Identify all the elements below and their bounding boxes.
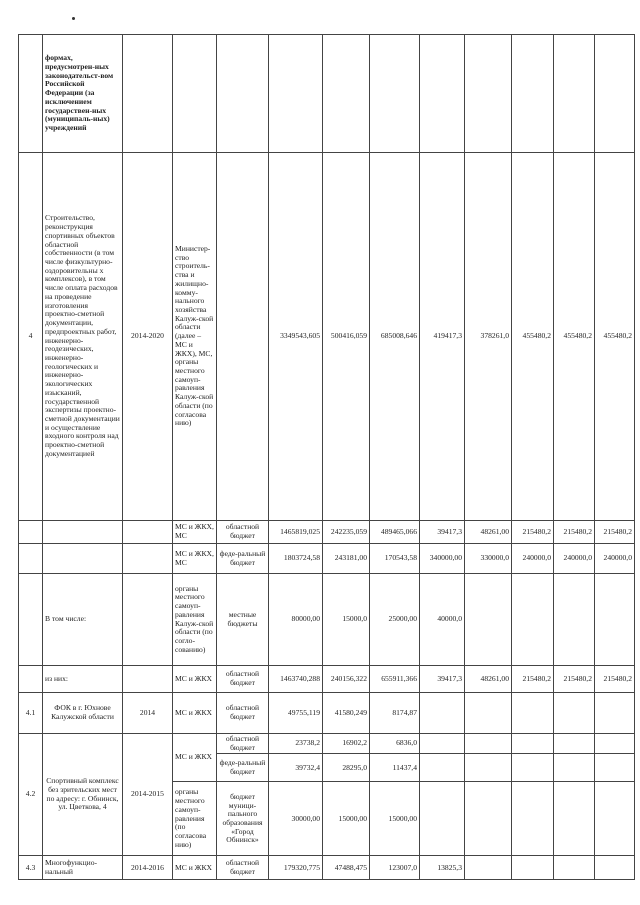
value-cell: 215480,2 xyxy=(512,521,554,544)
value-cell: 419417,3 xyxy=(420,153,465,521)
source-cell: феде-ральный бюджет xyxy=(217,754,269,782)
value-cell: 243181,00 xyxy=(323,544,370,574)
value-cell: 39732,4 xyxy=(269,754,323,782)
value-cell xyxy=(269,35,323,153)
value-cell xyxy=(465,754,512,782)
executor-cell: МС и ЖКХ, МС xyxy=(173,521,217,544)
value-cell xyxy=(465,856,512,880)
value-cell: 15000,00 xyxy=(323,782,370,856)
value-cell xyxy=(420,734,465,754)
value-cell: 8174,87 xyxy=(370,693,420,734)
executor-cell: МС и ЖКХ, МС xyxy=(173,544,217,574)
table-row xyxy=(19,35,635,153)
value-cell: 240000,0 xyxy=(512,544,554,574)
value-cell: 28295,0 xyxy=(323,754,370,782)
value-cell: 15000,0 xyxy=(323,574,370,666)
value-cell: 11437,4 xyxy=(370,754,420,782)
row-number-cell: 4.3 xyxy=(19,856,43,880)
row-number-cell xyxy=(19,574,43,666)
value-cell xyxy=(512,782,554,856)
value-cell: 655911,366 xyxy=(370,666,420,693)
value-cell xyxy=(420,35,465,153)
period-cell: 2014-2015 xyxy=(123,734,173,856)
value-cell: 330000,0 xyxy=(465,544,512,574)
activity-name-cell: из них: xyxy=(43,666,123,693)
activity-name-cell xyxy=(43,544,123,574)
value-cell xyxy=(595,35,635,153)
value-cell: 49755,119 xyxy=(269,693,323,734)
value-cell: 455480,2 xyxy=(554,153,595,521)
value-cell: 215480,2 xyxy=(595,666,635,693)
value-cell xyxy=(595,782,635,856)
value-cell xyxy=(323,35,370,153)
row-number-cell xyxy=(19,544,43,574)
value-cell xyxy=(420,754,465,782)
value-cell xyxy=(554,35,595,153)
value-cell: 340000,00 xyxy=(420,544,465,574)
value-cell xyxy=(554,574,595,666)
value-cell: 6836,0 xyxy=(370,734,420,754)
activity-name-cell: Многофункцио-нальный xyxy=(43,856,123,880)
value-cell xyxy=(554,754,595,782)
activity-name-cell: Спортивный комплекс без зрительских мест по адресу: г. Обнинск, ул. Цветкова, 4 xyxy=(43,734,123,856)
value-cell xyxy=(554,693,595,734)
value-cell: 123007,0 xyxy=(370,856,420,880)
executor-cell: МС и ЖКХ xyxy=(173,666,217,693)
value-cell xyxy=(465,782,512,856)
value-cell: 39417,3 xyxy=(420,521,465,544)
activity-name-cell: В том числе: xyxy=(43,574,123,666)
table-row xyxy=(19,734,635,754)
value-cell xyxy=(595,693,635,734)
source-cell xyxy=(217,35,269,153)
scan-speck xyxy=(72,17,75,20)
table-row xyxy=(19,693,635,734)
executor-cell: органы местного самоуп-равления Калуж-ской области (по согло-сованию) xyxy=(173,574,217,666)
value-cell: 40000,0 xyxy=(420,574,465,666)
executor-cell: МС и ЖКХ xyxy=(173,693,217,734)
activity-name-cell: формах, предусмотрен-ных законодательст-вом Российской Федерации (за исключением государствен-ных (муниципаль-ных) учреждений xyxy=(43,35,123,153)
source-cell: областной бюджет xyxy=(217,856,269,880)
value-cell: 170543,58 xyxy=(370,544,420,574)
table-row xyxy=(19,544,635,574)
period-cell xyxy=(123,35,173,153)
value-cell: 455480,2 xyxy=(595,153,635,521)
value-cell xyxy=(595,856,635,880)
row-number-cell xyxy=(19,666,43,693)
row-number-cell: 4.2 xyxy=(19,734,43,856)
value-cell xyxy=(465,734,512,754)
value-cell xyxy=(420,693,465,734)
period-cell xyxy=(123,544,173,574)
value-cell: 48261,00 xyxy=(465,521,512,544)
value-cell: 1803724,58 xyxy=(269,544,323,574)
table-row xyxy=(19,153,635,521)
value-cell xyxy=(595,734,635,754)
row-number-cell: 4.1 xyxy=(19,693,43,734)
value-cell: 47488,475 xyxy=(323,856,370,880)
value-cell: 489465,066 xyxy=(370,521,420,544)
period-cell xyxy=(123,574,173,666)
activity-name-cell xyxy=(43,521,123,544)
value-cell: 13825,3 xyxy=(420,856,465,880)
source-cell: областной бюджет xyxy=(217,521,269,544)
value-cell: 685008,646 xyxy=(370,153,420,521)
table-row xyxy=(19,666,635,693)
value-cell xyxy=(465,693,512,734)
executor-cell: Министер-ство строитель-ства и жилищно-комму-нального хозяйства Калуж-ской области (далее – МС и ЖКХ), МС, органы местного самоуп-равления Калуж-ской области (по согласова нию) xyxy=(173,153,217,521)
value-cell xyxy=(554,782,595,856)
value-cell xyxy=(554,734,595,754)
value-cell xyxy=(512,574,554,666)
source-cell: феде-ральный бюджет xyxy=(217,544,269,574)
value-cell xyxy=(370,35,420,153)
value-cell xyxy=(465,574,512,666)
value-cell xyxy=(554,856,595,880)
value-cell: 455480,2 xyxy=(512,153,554,521)
value-cell: 39417,3 xyxy=(420,666,465,693)
period-cell: 2014-2016 xyxy=(123,856,173,880)
value-cell xyxy=(465,35,512,153)
executor-cell xyxy=(173,35,217,153)
table-row xyxy=(19,574,635,666)
value-cell: 3349543,605 xyxy=(269,153,323,521)
table-row xyxy=(19,521,635,544)
source-cell: областной бюджет xyxy=(217,734,269,754)
value-cell: 48261,00 xyxy=(465,666,512,693)
period-cell xyxy=(123,521,173,544)
source-cell: бюджет муници-пального образования «Город Обнинск» xyxy=(217,782,269,856)
value-cell xyxy=(595,754,635,782)
value-cell: 378261,0 xyxy=(465,153,512,521)
value-cell: 179320,775 xyxy=(269,856,323,880)
value-cell: 215480,2 xyxy=(554,521,595,544)
executor-cell: МС и ЖКХ xyxy=(173,734,217,782)
budget-program-table xyxy=(18,34,635,880)
source-cell: областной бюджет xyxy=(217,693,269,734)
period-cell xyxy=(123,666,173,693)
value-cell xyxy=(512,693,554,734)
value-cell: 215480,2 xyxy=(595,521,635,544)
value-cell: 16902,2 xyxy=(323,734,370,754)
executor-cell: органы местного самоуп-равления (по согласова нию) xyxy=(173,782,217,856)
period-cell: 2014 xyxy=(123,693,173,734)
value-cell xyxy=(512,856,554,880)
value-cell: 500416,059 xyxy=(323,153,370,521)
source-cell: местные бюджеты xyxy=(217,574,269,666)
activity-name-cell: ФОК в г. Юхнове Калужской области xyxy=(43,693,123,734)
value-cell xyxy=(420,782,465,856)
value-cell: 240000,0 xyxy=(595,544,635,574)
value-cell: 240156,322 xyxy=(323,666,370,693)
source-cell xyxy=(217,153,269,521)
value-cell: 215480,2 xyxy=(554,666,595,693)
row-number-cell xyxy=(19,35,43,153)
source-cell: областной бюджет xyxy=(217,666,269,693)
value-cell: 1463740,288 xyxy=(269,666,323,693)
value-cell xyxy=(512,734,554,754)
value-cell: 30000,00 xyxy=(269,782,323,856)
value-cell: 80000,00 xyxy=(269,574,323,666)
period-cell: 2014-2020 xyxy=(123,153,173,521)
value-cell: 240000,0 xyxy=(554,544,595,574)
value-cell: 15000,00 xyxy=(370,782,420,856)
value-cell xyxy=(512,35,554,153)
value-cell: 41580,249 xyxy=(323,693,370,734)
value-cell xyxy=(512,754,554,782)
value-cell: 1465819,025 xyxy=(269,521,323,544)
value-cell: 215480,2 xyxy=(512,666,554,693)
row-number-cell: 4 xyxy=(19,153,43,521)
value-cell: 25000,00 xyxy=(370,574,420,666)
row-number-cell xyxy=(19,521,43,544)
value-cell xyxy=(595,574,635,666)
activity-name-cell: Строительство, реконструкция спортивных объектов областной собственности (в том числе физкультурно-оздоровительны х комплексов), в том числе оплата расходов на проведение изготовления проектно-сметной документации, предпроектных работ, инженерно-геодезических, инженерно-геологических и инженерно-экологических изысканий, государственной экспертизы проектно-сметной документации и осуществление входного контроля над проектно-сметной документацией xyxy=(43,153,123,521)
table-row xyxy=(19,856,635,880)
value-cell: 23738,2 xyxy=(269,734,323,754)
executor-cell: МС и ЖКХ xyxy=(173,856,217,880)
value-cell: 242235,059 xyxy=(323,521,370,544)
